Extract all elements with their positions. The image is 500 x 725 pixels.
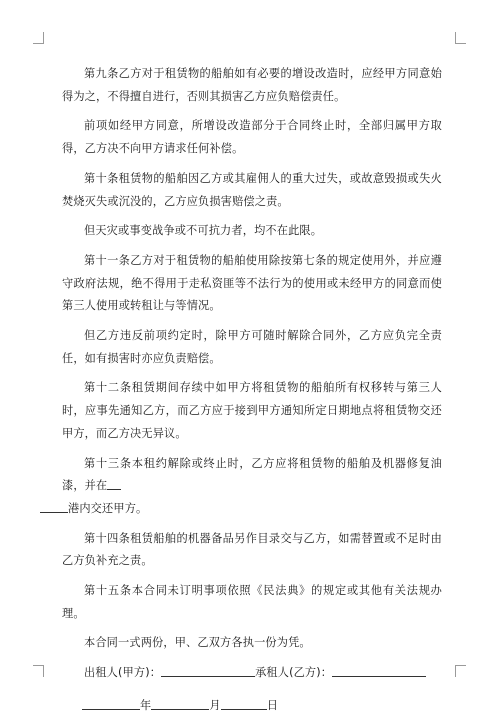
paragraph-article-14: 第十四条租赁船舶的机器备品另作目录交与乙方，如需替置或不足时由乙方负补充之责。 <box>62 531 442 568</box>
paragraph-article-15: 第十五条本合同未订明事项依照《民法典》的规定或其他有关法规办理。 <box>62 584 442 620</box>
month-blank <box>151 696 209 710</box>
document-body <box>62 63 442 725</box>
port-blank-line <box>107 476 121 490</box>
lessee-label: 承租人(乙方)： <box>255 666 333 680</box>
paragraph-copies: 本合同一式两份，甲、乙双方各执一份为凭。 <box>84 636 311 650</box>
signature-line <box>62 662 442 685</box>
paragraph-article-13 <box>62 453 442 521</box>
year-label: 年 <box>140 698 152 712</box>
month-label: 月 <box>209 698 221 712</box>
paragraph-article-12: 第十二条租赁期间存续中如甲方将租赁物的船舶所有权移转与第三人时，应事先通知乙方，而乙方应于接到甲方通知所定日期地点将租赁物交还甲方，而乙方决无异议。 <box>62 381 442 440</box>
port-blank-line-continued <box>40 499 68 513</box>
paragraph-article-9: 第九条乙方对于租赁物的船舶如有必要的增设改造时，应经甲方同意始得为之，不得擅自进行，否则其损害乙方应负赔偿责任。 <box>62 67 442 103</box>
lessor-signature-blank <box>161 663 255 677</box>
paragraph-article-9-supplement: 前项如经甲方同意，所增设改造部分于合同终止时，全部归属甲方取得，乙方决不向甲方请求任何补偿。 <box>62 119 442 156</box>
paragraph-article-10: 第十条租赁物的船舶因乙方或其雇佣人的重大过失，或故意毁损或失火焚烧灭失或沉没的，乙方应负损害赔偿之责。 <box>62 171 442 208</box>
date-line <box>62 695 442 718</box>
article-13-text-end: 港内交还甲方。 <box>68 501 148 515</box>
paragraph-article-11: 第十一条乙方对于租赁物的船舶使用除按第七条的规定使用外，并应遵守政府法规，绝不得用于走私资匪等不法行为的使用或未经甲方的同意而使第三人使用或转租让与等情况。 <box>62 253 442 313</box>
corner-mark-top-right <box>455 32 466 44</box>
day-label: 日 <box>266 698 279 712</box>
corner-mark-top-left <box>33 32 44 44</box>
lessee-signature-blank <box>332 663 426 677</box>
corner-mark-bottom-right <box>455 665 466 677</box>
day-blank <box>221 696 267 710</box>
paragraph-article-11-supplement: 但乙方违反前项约定时，除甲方可随时解除合同外，乙方应负完全责任，如有损害时亦应负责赔偿。 <box>62 329 442 365</box>
year-blank <box>82 696 140 710</box>
corner-mark-bottom-left <box>33 665 44 677</box>
lessor-label: 出租人(甲方)： <box>84 666 162 680</box>
article-13-text: 第十三条本租约解除或终止时，乙方应将租赁物的船舶及机器修复油漆，并在 <box>62 456 442 493</box>
paragraph-article-10-exception: 但天灾或事变战争或不可抗力者，均不在此限。 <box>84 224 323 238</box>
